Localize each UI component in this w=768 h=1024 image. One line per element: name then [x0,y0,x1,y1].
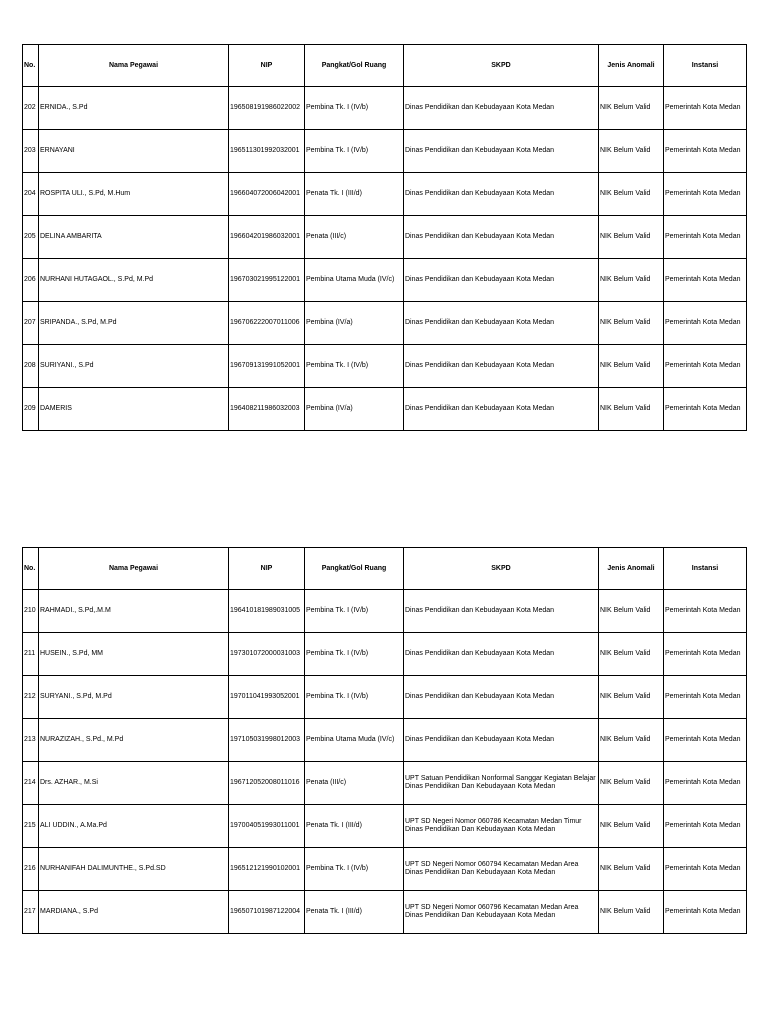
cell-jenis-anomali: NIK Belum Valid [599,719,664,762]
cell-skpd: Dinas Pendidikan dan Kebudayaan Kota Medan [404,633,599,676]
cell-skpd: Dinas Pendidikan dan Kebudayaan Kota Medan [404,345,599,388]
header-instansi: Instansi [664,548,747,590]
cell-nama-pegawai: SURIYANI., S.Pd [39,345,229,388]
cell-nip: 196408211986032003 [229,388,305,431]
cell-instansi: Pemerintah Kota Medan [664,259,747,302]
cell-pangkat: Penata Tk. I (III/d) [305,805,404,848]
cell-pangkat: Penata (III/c) [305,216,404,259]
cell-nip: 196703021995122001 [229,259,305,302]
header-nip: NIP [229,548,305,590]
cell-instansi: Pemerintah Kota Medan [664,719,747,762]
cell-nama-pegawai: Drs. AZHAR., M.Si [39,762,229,805]
cell-pangkat: Penata Tk. I (III/d) [305,173,404,216]
cell-nip: 196604072006042001 [229,173,305,216]
cell-skpd: Dinas Pendidikan dan Kebudayaan Kota Medan [404,259,599,302]
cell-skpd: UPT SD Negeri Nomor 060786 Kecamatan Medan Timur Dinas Pendidikan Dan Kebudayaan Kota Medan [404,805,599,848]
cell-nama-pegawai: ROSPITA ULI., S.Pd, M.Hum [39,173,229,216]
cell-no: 217 [23,891,39,934]
cell-skpd: Dinas Pendidikan dan Kebudayaan Kota Medan [404,719,599,762]
table-body [23,590,747,934]
cell-nip: 196604201986032001 [229,216,305,259]
cell-nama-pegawai: RAHMADI., S.Pd,.M.M [39,590,229,633]
cell-no: 204 [23,173,39,216]
cell-nip: 196709131991052001 [229,345,305,388]
cell-nama-pegawai: SRIPANDA., S.Pd, M.Pd [39,302,229,345]
cell-nama-pegawai: SURYANI., S.Pd, M.Pd [39,676,229,719]
cell-skpd: Dinas Pendidikan dan Kebudayaan Kota Medan [404,302,599,345]
cell-nama-pegawai: DAMERIS [39,388,229,431]
cell-nama-pegawai: NURHANIFAH DALIMUNTHE., S.Pd.SD [39,848,229,891]
cell-pangkat: Penata Tk. I (III/d) [305,891,404,934]
header-nama: Nama Pegawai [39,548,229,590]
cell-jenis-anomali: NIK Belum Valid [599,345,664,388]
cell-nama-pegawai: MARDIANA., S.Pd [39,891,229,934]
cell-instansi: Pemerintah Kota Medan [664,590,747,633]
cell-jenis-anomali: NIK Belum Valid [599,762,664,805]
cell-nip: 197105031998012003 [229,719,305,762]
employee-table-2 [22,547,747,934]
header-instansi: Instansi [664,45,747,87]
table-row [23,130,747,173]
table-row [23,805,747,848]
cell-pangkat: Pembina Tk. I (IV/b) [305,633,404,676]
cell-no: 216 [23,848,39,891]
cell-instansi: Pemerintah Kota Medan [664,891,747,934]
cell-skpd: Dinas Pendidikan dan Kebudayaan Kota Medan [404,590,599,633]
cell-no: 210 [23,590,39,633]
cell-jenis-anomali: NIK Belum Valid [599,302,664,345]
cell-nama-pegawai: DELINA AMBARITA [39,216,229,259]
table-row [23,676,747,719]
table-row [23,388,747,431]
table-row [23,173,747,216]
cell-instansi: Pemerintah Kota Medan [664,633,747,676]
cell-jenis-anomali: NIK Belum Valid [599,259,664,302]
cell-pangkat: Pembina Tk. I (IV/b) [305,590,404,633]
cell-no: 211 [23,633,39,676]
cell-nip: 196712052008011016 [229,762,305,805]
header-skpd: SKPD [404,548,599,590]
cell-nip: 197011041993052001 [229,676,305,719]
header-no: No. [23,548,39,590]
cell-jenis-anomali: NIK Belum Valid [599,216,664,259]
cell-skpd: Dinas Pendidikan dan Kebudayaan Kota Medan [404,173,599,216]
cell-jenis-anomali: NIK Belum Valid [599,130,664,173]
cell-instansi: Pemerintah Kota Medan [664,130,747,173]
cell-instansi: Pemerintah Kota Medan [664,388,747,431]
cell-jenis-anomali: NIK Belum Valid [599,848,664,891]
cell-pangkat: Pembina Tk. I (IV/b) [305,130,404,173]
table-row [23,216,747,259]
cell-skpd: Dinas Pendidikan dan Kebudayaan Kota Medan [404,676,599,719]
cell-no: 207 [23,302,39,345]
table-row [23,633,747,676]
cell-pangkat: Pembina (IV/a) [305,388,404,431]
cell-skpd: Dinas Pendidikan dan Kebudayaan Kota Medan [404,130,599,173]
cell-jenis-anomali: NIK Belum Valid [599,388,664,431]
header-row [23,45,747,87]
cell-pangkat: Pembina (IV/a) [305,302,404,345]
cell-pangkat: Pembina Utama Muda (IV/c) [305,259,404,302]
header-jenis-anomali: Jenis Anomali [599,548,664,590]
cell-nip: 196512121990102001 [229,848,305,891]
cell-instansi: Pemerintah Kota Medan [664,762,747,805]
cell-instansi: Pemerintah Kota Medan [664,805,747,848]
cell-no: 212 [23,676,39,719]
cell-pangkat: Penata (III/c) [305,762,404,805]
cell-jenis-anomali: NIK Belum Valid [599,805,664,848]
cell-nip: 197004051993011001 [229,805,305,848]
table-body [23,87,747,431]
table-row [23,87,747,130]
cell-no: 203 [23,130,39,173]
header-skpd: SKPD [404,45,599,87]
cell-jenis-anomali: NIK Belum Valid [599,891,664,934]
cell-skpd: Dinas Pendidikan dan Kebudayaan Kota Medan [404,216,599,259]
cell-no: 206 [23,259,39,302]
table-row [23,719,747,762]
cell-jenis-anomali: NIK Belum Valid [599,676,664,719]
cell-nip: 196511301992032001 [229,130,305,173]
header-pangkat: Pangkat/Gol Ruang [305,548,404,590]
cell-no: 214 [23,762,39,805]
cell-no: 213 [23,719,39,762]
cell-pangkat: Pembina Tk. I (IV/b) [305,87,404,130]
cell-instansi: Pemerintah Kota Medan [664,216,747,259]
cell-no: 208 [23,345,39,388]
cell-no: 209 [23,388,39,431]
cell-nama-pegawai: ALI UDDIN., A.Ma.Pd [39,805,229,848]
cell-pangkat: Pembina Utama Muda (IV/c) [305,719,404,762]
cell-pangkat: Pembina Tk. I (IV/b) [305,676,404,719]
cell-jenis-anomali: NIK Belum Valid [599,173,664,216]
cell-instansi: Pemerintah Kota Medan [664,676,747,719]
cell-nama-pegawai: ERNIDA., S.Pd [39,87,229,130]
header-nip: NIP [229,45,305,87]
cell-instansi: Pemerintah Kota Medan [664,848,747,891]
cell-skpd: Dinas Pendidikan dan Kebudayaan Kota Medan [404,388,599,431]
cell-nip: 196706222007011006 [229,302,305,345]
employee-table-1 [22,44,747,431]
cell-instansi: Pemerintah Kota Medan [664,87,747,130]
cell-skpd: UPT SD Negeri Nomor 060794 Kecamatan Medan Area Dinas Pendidikan Dan Kebudayaan Kota Medan [404,848,599,891]
table-row [23,590,747,633]
table-row [23,762,747,805]
header-row [23,548,747,590]
cell-nip: 196410181989031005 [229,590,305,633]
cell-nip: 197301072000031003 [229,633,305,676]
cell-jenis-anomali: NIK Belum Valid [599,633,664,676]
table-row [23,302,747,345]
cell-nip: 196507101987122004 [229,891,305,934]
cell-no: 202 [23,87,39,130]
cell-instansi: Pemerintah Kota Medan [664,302,747,345]
cell-skpd: UPT Satuan Pendidikan Nonformal Sanggar Kegiatan Belajar Dinas Pendidikan Dan Kebudayaan Kota Medan [404,762,599,805]
header-nama: Nama Pegawai [39,45,229,87]
table-row [23,891,747,934]
table-row [23,345,747,388]
cell-jenis-anomali: NIK Belum Valid [599,87,664,130]
header-no: No. [23,45,39,87]
cell-pangkat: Pembina Tk. I (IV/b) [305,848,404,891]
cell-nama-pegawai: NURHANI HUTAGAOL., S.Pd, M.Pd [39,259,229,302]
cell-skpd: UPT SD Negeri Nomor 060796 Kecamatan Medan Area Dinas Pendidikan Dan Kebudayaan Kota Medan [404,891,599,934]
cell-pangkat: Pembina Tk. I (IV/b) [305,345,404,388]
cell-nama-pegawai: NURAZIZAH., S.Pd., M.Pd [39,719,229,762]
table-row [23,848,747,891]
cell-nama-pegawai: HUSEIN., S.Pd, MM [39,633,229,676]
cell-nip: 196508191986022002 [229,87,305,130]
cell-no: 215 [23,805,39,848]
cell-instansi: Pemerintah Kota Medan [664,173,747,216]
cell-nama-pegawai: ERNAYANI [39,130,229,173]
cell-instansi: Pemerintah Kota Medan [664,345,747,388]
header-jenis-anomali: Jenis Anomali [599,45,664,87]
cell-no: 205 [23,216,39,259]
cell-skpd: Dinas Pendidikan dan Kebudayaan Kota Medan [404,87,599,130]
cell-jenis-anomali: NIK Belum Valid [599,590,664,633]
header-pangkat: Pangkat/Gol Ruang [305,45,404,87]
table-row [23,259,747,302]
